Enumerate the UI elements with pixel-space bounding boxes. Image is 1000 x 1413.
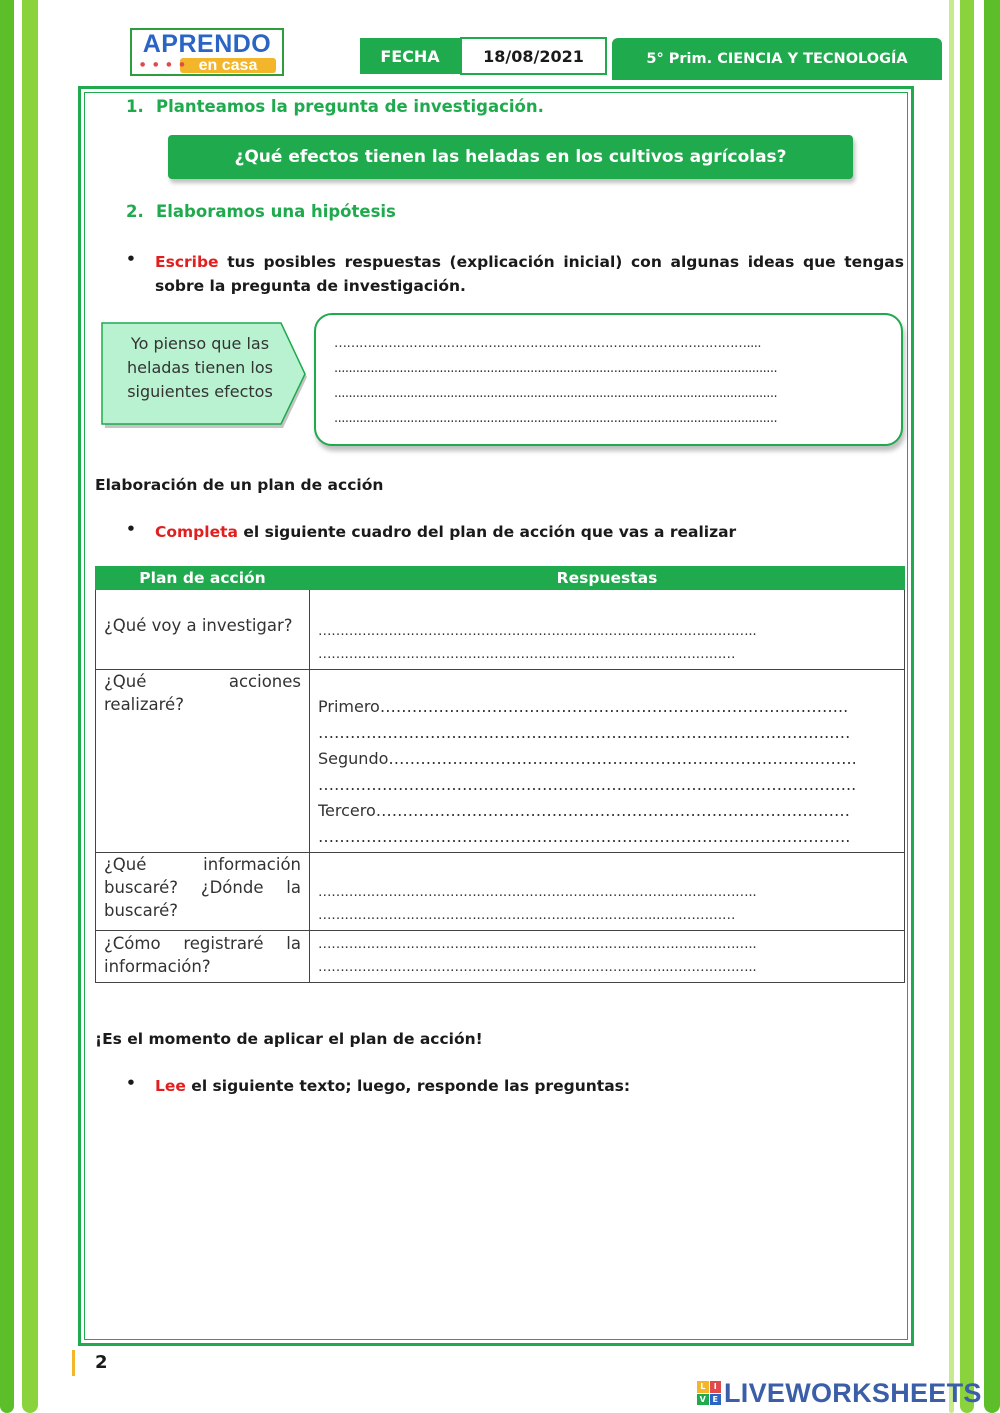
question-cell: ¿Qué acciones realizaré? — [96, 670, 310, 853]
answer-dots[interactable]: ……………………………………………………………………………..……….. — [318, 623, 757, 639]
action-plan-table — [95, 566, 905, 983]
page-number: 2 — [72, 1350, 108, 1376]
subject-badge: 5° Prim. CIENCIA Y TECNOLOGÍA — [612, 38, 942, 80]
apply-heading: ¡Es el momento de aplicar el plan de acción! — [95, 1030, 483, 1048]
bullet-icon: • — [126, 250, 136, 268]
table-row — [96, 931, 905, 983]
apply-instruction — [126, 1074, 904, 1098]
answer-line-2[interactable]: .......................................................................................................................... — [334, 361, 778, 376]
logo-line1: APRENDO — [142, 30, 272, 58]
answer-dots[interactable]: …………………………………………………………………..……………… — [318, 907, 736, 923]
instruction-verb-escribe: Escribe — [155, 253, 219, 271]
answer-cell[interactable] — [310, 931, 905, 983]
section2-heading — [126, 202, 396, 221]
hypothesis-prompt-text: Yo pienso que las heladas tienen los siguientes efectos — [127, 334, 273, 401]
table-row — [96, 670, 905, 853]
instruction-rest: el siguiente texto; luego, responde las preguntas: — [185, 1077, 631, 1095]
research-question-banner: ¿Qué efectos tienen las heladas en los cultivos agrícolas? — [168, 135, 853, 179]
aprendo-en-casa-logo — [130, 28, 284, 76]
answer-cell[interactable] — [310, 853, 905, 931]
answer-dots[interactable]: ……………………………………………………………………..……………….. — [318, 827, 851, 846]
step-first[interactable]: Primero…………………………………………………………………..……….. — [318, 697, 849, 716]
logo-dots-icon: ● ● ● ● — [140, 61, 188, 68]
right-stripe-thin — [949, 0, 954, 1413]
right-stripe-inner — [960, 0, 974, 1413]
instruction-rest: el siguiente cuadro del plan de acción que vas a realizar — [237, 523, 737, 541]
answer-line-3[interactable]: .......................................................................................................................... — [334, 386, 778, 401]
section1-number: 1. — [126, 97, 144, 116]
instruction-verb-lee: Lee — [155, 1077, 186, 1095]
logo-line2: en casa — [180, 58, 276, 73]
column-header-plan: Plan de acción — [96, 567, 310, 590]
hypothesis-answer-box[interactable] — [314, 313, 903, 446]
section2-title: Elaboramos una hipótesis — [156, 202, 396, 221]
plan-heading: Elaboración de un plan de acción — [95, 476, 384, 494]
column-header-responses: Respuestas — [310, 567, 905, 590]
bullet-icon: • — [126, 520, 136, 538]
left-stripe-outer — [0, 0, 14, 1413]
answer-dots[interactable]: ……………………………………………………………………..……………….. — [318, 959, 757, 975]
date-value: 18/08/2021 — [460, 37, 607, 75]
section1-title: Planteamos la pregunta de investigación. — [156, 97, 544, 116]
left-stripe-inner — [22, 0, 38, 1413]
answer-cell[interactable] — [310, 670, 905, 853]
hypothesis-prompt-arrow — [101, 322, 311, 428]
liveworksheets-brand — [697, 1378, 982, 1408]
table-row — [96, 853, 905, 931]
answer-cell[interactable] — [310, 590, 905, 670]
answer-dots[interactable]: …………………………………………………………………..………………..… — [318, 723, 851, 742]
section2-number: 2. — [126, 202, 144, 221]
instruction-verb-completa: Completa — [155, 523, 238, 541]
question-cell: ¿Qué información buscaré? ¿Dónde la buscaré? — [96, 853, 310, 931]
liveworksheets-wordmark: LIVEWORKSHEETS — [724, 1377, 982, 1408]
step-third[interactable]: Tercero………………………………………………………………………..…… — [318, 801, 850, 820]
question-cell: ¿Qué voy a investigar? — [96, 590, 310, 670]
right-stripe-outer — [984, 0, 1000, 1413]
answer-dots[interactable]: ……………………………………………………………………………..……….. — [318, 936, 757, 952]
bullet-icon: • — [126, 1074, 136, 1092]
instruction-rest: tus posibles respuestas (explicación inicial) con algunas ideas que tengas sobre la pregunta de investigación. — [155, 253, 904, 295]
table-header-row — [96, 567, 905, 590]
table-row — [96, 590, 905, 670]
answer-line-1[interactable]: ……………………………………………………………………………………….... — [334, 336, 762, 351]
question-cell: ¿Cómo registraré la información? — [96, 931, 310, 983]
date-label: FECHA — [360, 38, 460, 74]
answer-dots[interactable]: ……………………………………………………………………………..……….. — [318, 884, 757, 900]
answer-dots[interactable]: …………………………………………………………………..……………… — [318, 646, 736, 662]
hypothesis-instruction — [126, 250, 904, 298]
plan-instruction — [126, 520, 904, 544]
step-second[interactable]: Segundo……………………………………………………………………..…….. — [318, 749, 857, 768]
answer-dots[interactable]: ……………………………………………………………………………………….. — [318, 775, 857, 794]
liveworksheets-logo-icon: L I V E — [697, 1381, 721, 1405]
section1-heading — [126, 97, 544, 116]
answer-line-4[interactable]: .......................................................................................................................... — [334, 411, 778, 426]
